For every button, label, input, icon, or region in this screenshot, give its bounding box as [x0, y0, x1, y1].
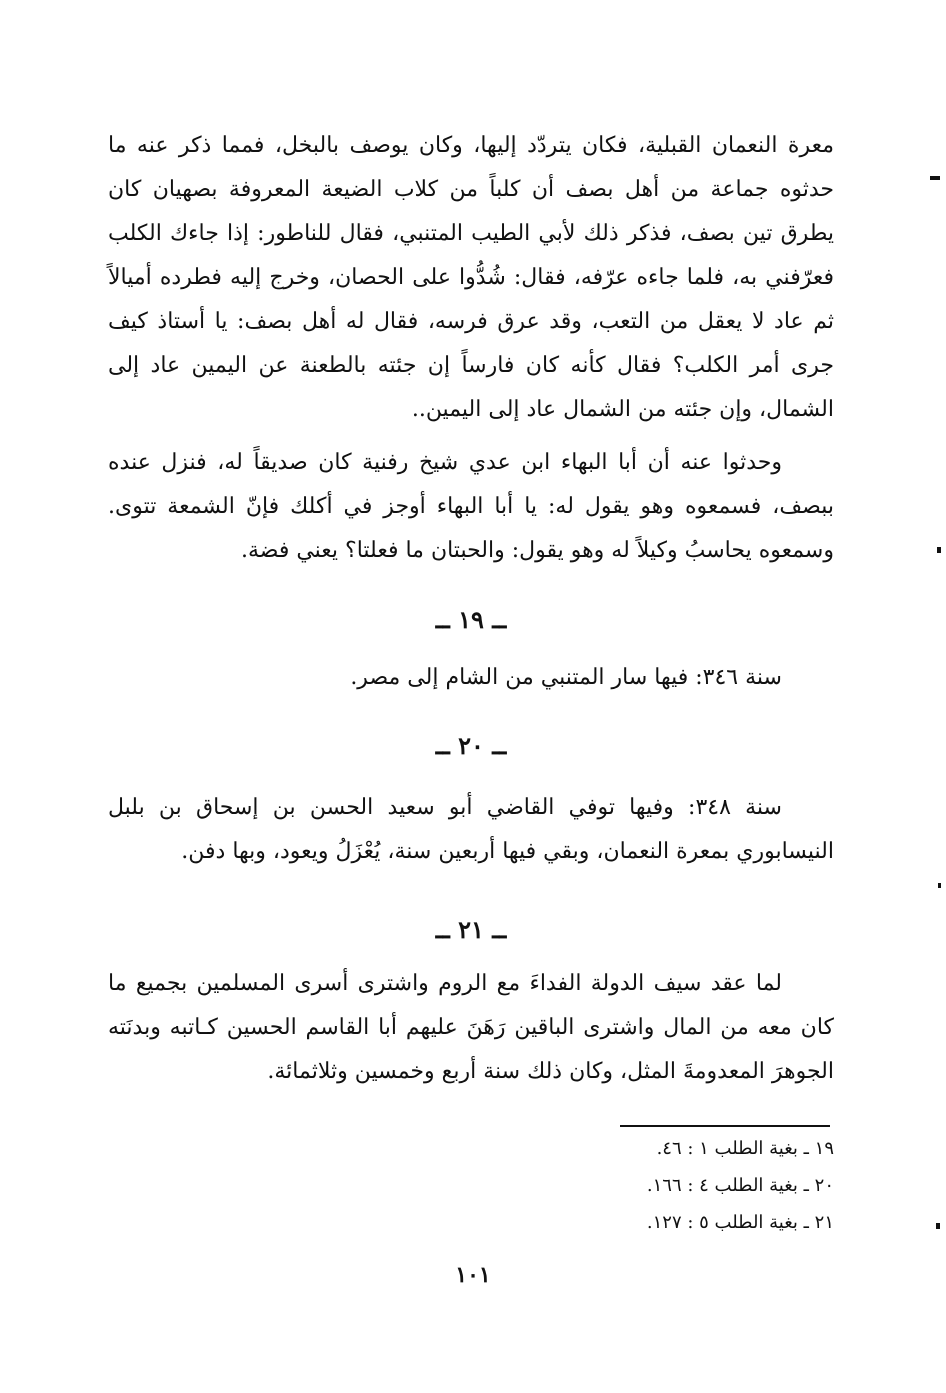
paragraph-line: فعرّفني به، فلما جاءه عرّفه، فقال: شُدُّوا على الحصان، وخرج إليه فطرده أميالاً	[108, 265, 834, 290]
scan-edge-mark	[937, 547, 941, 553]
scan-edge-mark	[936, 1223, 940, 1229]
paragraph-line: حدثوه جماعة من أهل بصف أن كلباً من كلاب الضيعة المعروفة بصهيان كان	[108, 177, 834, 202]
paragraph-line: ثم عاد لا يعقل من التعب، وقد عرق فرسه، فقال له أهل بصف: يا أستاذ كيف	[108, 309, 834, 334]
paragraph-line: جرى أمر الكلب؟ فقال كأنه كان فارساً إن جئته بالطعنة عن اليمين عاد إلى	[108, 353, 834, 378]
paragraph-line: سنة ٣٤٨: وفيها توفي القاضي أبو سعيد الحسن بن إسحاق بن بلبل	[108, 795, 782, 820]
paragraph-line: كان معه من المال واشترى الباقين رَهَنَ عليهم أبا القاسم الحسين كـاتبه وبدنَته	[108, 1015, 834, 1040]
paragraph-line: ببصف، فسمعوه وهو يقول له: يا أبا البهاء أوجز في أكلك فإنّ الشمعة تتوى.	[108, 494, 834, 519]
footnotes	[540, 1130, 834, 1241]
paragraph-1	[108, 124, 834, 432]
footnote: ٢١ ـ بغية الطلب ٥ : ١٢٧.	[646, 1212, 834, 1233]
paragraph-line: سنة ٣٤٦: فيها سار المتنبي من الشام إلى مصر.	[350, 665, 782, 690]
page-number: ١٠١	[455, 1262, 491, 1288]
paragraph-line: وحدثوا عنه أن أبا البهاء ابن عدي شيخ رفنية كان صديقاً له، فنزل عنده	[108, 450, 782, 475]
section-19-text	[108, 656, 834, 700]
paragraph-line: معرة النعمان القبلية، فكان يتردّد إليها، وكان يوصف بالبخل، فمما ذكر عنه ما	[108, 133, 834, 158]
footnote-separator	[620, 1125, 830, 1127]
footnote: ١٩ ـ بغية الطلب ١ : ٤٦.	[656, 1138, 834, 1159]
section-heading-19: ــ ١٩ ــ	[435, 605, 507, 634]
scan-edge-mark	[930, 176, 940, 180]
section-21-text	[108, 962, 834, 1094]
section-heading-20: ــ ٢٠ ــ	[435, 731, 507, 760]
section-20-text	[108, 786, 834, 874]
paragraph-line: وسمعوه يحاسبُ وكيلاً له وهو يقول: والحبتان ما فعلتا؟ يعني فضة.	[240, 538, 834, 563]
paragraph-line: النيسابوري بمعرة النعمان، وبقي فيها أربعين سنة، يُعْزَلُ ويعود، وبها دفن.	[181, 839, 834, 864]
paragraph-line: يطرق تين بصف، فذكر ذلك لأبي الطيب المتنبي، فقال للناطور: إذا جاءك الكلب	[108, 221, 834, 246]
section-heading-21: ــ ٢١ ــ	[435, 915, 507, 944]
paragraph-line: الجوهرَ المعدومةَ المثل، وكان ذلك سنة أربع وخمسين وثلاثمائة.	[267, 1059, 834, 1084]
paragraph-2	[108, 441, 834, 573]
paragraph-line: لما عقد سيف الدولة الفداءَ مع الروم واشترى أسرى المسلمين بجميع ما	[108, 971, 782, 996]
paragraph-line: الشمال، وإن جئته من الشمال عاد إلى اليمين..	[411, 397, 834, 422]
scan-edge-mark	[938, 883, 941, 888]
footnote: ٢٠ ـ بغية الطلب ٤ : ١٦٦.	[646, 1175, 834, 1196]
